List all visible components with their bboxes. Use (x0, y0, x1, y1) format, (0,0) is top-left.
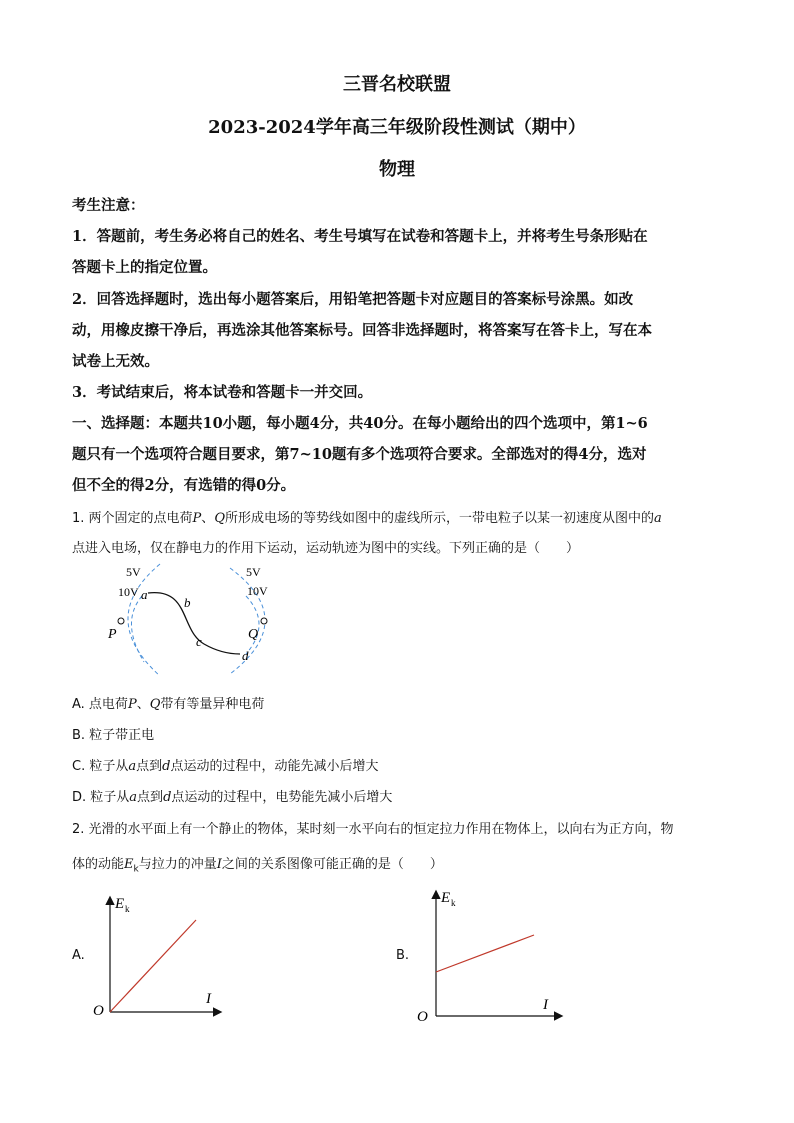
graph-a-y-subscript: k (125, 904, 130, 914)
q2-graph-b[interactable] (414, 882, 569, 1024)
q1-figure-equipotential (100, 558, 300, 683)
graph-b-y-subscript: k (451, 898, 456, 908)
graph-b-y-label: E (441, 890, 451, 906)
notice-item-2-line-3: 试卷上无效。 (72, 353, 159, 370)
graph-a-line (110, 920, 196, 1012)
exam-subject: 物理 (379, 159, 415, 180)
label-charge-q: Q (248, 627, 259, 642)
graph-b-origin: O (417, 1009, 428, 1024)
section-1-line-2: 题只有一个选项符合题目要求，第7~10题有多个选项符合要求。全部选对的得4分，选对 (72, 446, 647, 463)
graph-b-line (436, 935, 534, 972)
label-right-5v: 5V (246, 565, 261, 579)
label-point-b: b (184, 595, 191, 610)
q1-stem-line-2: 点进入电场，仅在静电力的作用下运动，运动轨迹为图中的实线。下列正确的是（ ） (72, 541, 580, 556)
notice-item-1-line-2: 答题卡上的指定位置。 (72, 259, 217, 276)
q1-option-a[interactable]: A. 点电荷P、Q带有等量异种电荷 (72, 697, 265, 712)
graph-a-x-label: I (206, 991, 211, 1007)
notice-item-1-line-1: 1．答题前，考生务必将自己的姓名、考生号填写在试卷和答题卡上，并将考生号条形贴在 (72, 228, 648, 245)
exam-title: 2023-2024学年高三年级阶段性测试（期中） (208, 117, 586, 138)
section-1-line-1: 一、选择题：本题共10小题，每小题4分，共40分。在每小题给出的四个选项中，第1~6 (72, 415, 648, 432)
exam-organizer: 三晋名校联盟 (343, 74, 451, 95)
label-point-a: a (141, 587, 148, 602)
notice-item-3: 3．考试结束后，将本试卷和答题卡一并交回。 (72, 384, 373, 401)
q1-option-d[interactable]: D. 粒子从a点到d点运动的过程中，电势能先减小后增大 (72, 790, 393, 805)
particle-trajectory (148, 593, 240, 654)
q2-option-a-label[interactable]: A. (72, 948, 85, 963)
q1-option-c[interactable]: C. 粒子从a点到d点运动的过程中，动能先减小后增大 (72, 759, 379, 774)
label-charge-p: P (108, 627, 117, 642)
q2-option-b-label[interactable]: B. (396, 948, 410, 963)
label-right-10v: 10V (247, 584, 268, 598)
label-point-c: c (196, 634, 202, 649)
notice-title: 考生注意： (72, 197, 145, 214)
q1-stem-line-1: 1. 两个固定的点电荷P、Q所形成电场的等势线如图中的虚线所示，一带电粒子以某一初速度从图中的a (72, 511, 662, 526)
notice-item-2-line-1: 2．回答选择题时，选出每小题答案后，用铅笔把答题卡对应题目的答案标号涂黑。如改 (72, 291, 634, 308)
label-point-d: d (242, 648, 249, 663)
graph-a-y-label: E (115, 896, 125, 912)
section-1-line-3: 但不全的得2分，有选错的得0分。 (72, 477, 296, 494)
label-left-10v: 10V (118, 585, 139, 599)
q2-stem-line-2: 体的动能$E_k$与拉力的冲量I之间的关系图像可能正确的是（ ） (72, 857, 443, 875)
graph-b-x-label: I (543, 997, 548, 1013)
label-left-5v: 5V (126, 565, 141, 579)
charge-q-marker (261, 618, 267, 624)
notice-item-2-line-2: 动，用橡皮擦干净后，再选涂其他答案标号。回答非选择题时，将答案写在答卡上，写在本 (72, 322, 652, 339)
charge-p-marker (118, 618, 124, 624)
q2-graph-a[interactable] (88, 888, 238, 1023)
graph-a-origin: O (93, 1003, 104, 1019)
equipotential-left-10v (131, 596, 144, 662)
q1-option-b[interactable]: B. 粒子带正电 (72, 728, 155, 743)
equipotential-left-5v (128, 564, 160, 676)
q2-stem-line-1: 2. 光滑的水平面上有一个静止的物体，某时刻一水平向右的恒定拉力作用在物体上，以向右为正方向，物 (72, 822, 674, 837)
